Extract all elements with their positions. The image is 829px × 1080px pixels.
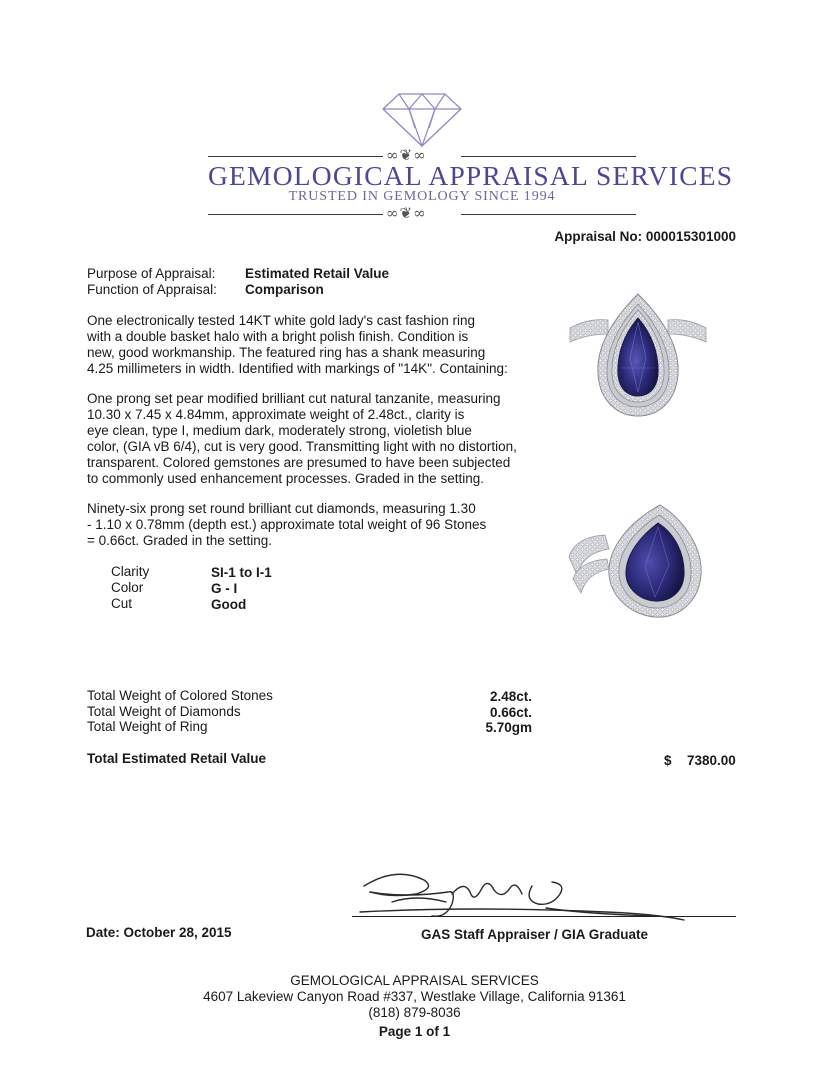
text-line: eye clean, type I, medium dark, moderately strong, violetish blue	[87, 423, 472, 438]
ring-top-view-image	[568, 288, 708, 423]
color-label: Color	[111, 580, 144, 595]
color-value: G - I	[211, 581, 238, 596]
total-ring-label: Total Weight of Ring	[87, 719, 208, 734]
signature-line	[352, 916, 736, 917]
logo-top-rule	[208, 156, 383, 157]
total-colored-stones-label: Total Weight of Colored Stones	[87, 688, 273, 703]
logo-top-rule-right	[461, 156, 636, 157]
logo-bottom-rule	[208, 214, 383, 215]
text-line: new, good workmanship. The featured ring has a shank measuring	[87, 345, 486, 360]
retail-currency: $	[664, 753, 672, 768]
cut-label: Cut	[111, 596, 133, 611]
diamond-logo-icon	[381, 92, 463, 148]
footer-company: GEMOLOGICAL APPRAISAL SERVICES	[290, 973, 539, 988]
clarity-label: Clarity	[111, 564, 150, 579]
text-line: transparent. Colored gemstones are presumed to have been subjected	[87, 455, 511, 470]
top-flourish-icon: ∞❦∞	[386, 146, 427, 164]
text-line: with a double basket halo with a bright polish finish. Condition is	[87, 329, 469, 344]
ring-description	[87, 313, 508, 377]
company-tagline: TRUSTED IN GEMOLOGY SINCE 1994	[288, 189, 556, 204]
text-line: to commonly used enhancement processes. Graded in the setting.	[87, 471, 484, 486]
total-colored-stones-value: 2.48ct.	[489, 689, 532, 704]
retail-value: 7380.00	[687, 753, 736, 768]
total-diamonds-value: 0.66ct.	[489, 705, 532, 720]
text-line: Ninety-six prong set round brilliant cut diamonds, measuring 1.30	[87, 501, 476, 516]
total-ring-value: 5.70gm	[485, 720, 532, 735]
bottom-flourish-icon: ∞❦∞	[386, 204, 427, 222]
retail-value-label: Total Estimated Retail Value	[87, 751, 267, 766]
appraisal-number: Appraisal No: 000015301000	[554, 229, 736, 244]
text-line: One electronically tested 14KT white gold lady's cast fashion ring	[87, 313, 476, 328]
total-diamonds-label: Total Weight of Diamonds	[87, 704, 241, 719]
purpose-value: Estimated Retail Value	[245, 266, 390, 281]
tanzanite-description	[87, 391, 517, 487]
appraiser-title: GAS Staff Appraiser / GIA Graduate	[421, 927, 649, 942]
text-line: One prong set pear modified brilliant cut natural tanzanite, measuring	[87, 391, 501, 406]
footer-phone: (818) 879-8036	[368, 1005, 461, 1020]
function-label: Function of Appraisal:	[87, 282, 217, 297]
footer-address: 4607 Lakeview Canyon Road #337, Westlake Village, California 91361	[203, 989, 626, 1004]
logo-bottom-rule-right	[461, 214, 636, 215]
company-name: GEMOLOGICAL APPRAISAL SERVICES	[208, 160, 734, 191]
text-line: 4.25 millimeters in width. Identified with markings of "14K". Containing:	[87, 361, 508, 376]
appraisal-date: Date: October 28, 2015	[86, 925, 232, 940]
function-value: Comparison	[245, 282, 324, 297]
appraiser-signature	[356, 864, 686, 928]
diamond-description	[87, 501, 486, 549]
text-line: - 1.10 x 0.78mm (depth est.) approximate total weight of 96 Stones	[87, 517, 487, 532]
purpose-label: Purpose of Appraisal:	[87, 266, 216, 281]
text-line: color, (GIA vB 6/4), cut is very good. Transmitting light with no distortion,	[87, 439, 517, 454]
text-line: = 0.66ct. Graded in the setting.	[87, 533, 272, 548]
cut-value: Good	[211, 597, 247, 612]
text-line: 10.30 x 7.45 x 4.84mm, approximate weight of 2.48ct., clarity is	[87, 407, 465, 422]
page-number: Page 1 of 1	[378, 1024, 451, 1039]
clarity-value: SI-1 to I-1	[211, 565, 272, 580]
ring-side-view-image	[565, 497, 715, 622]
